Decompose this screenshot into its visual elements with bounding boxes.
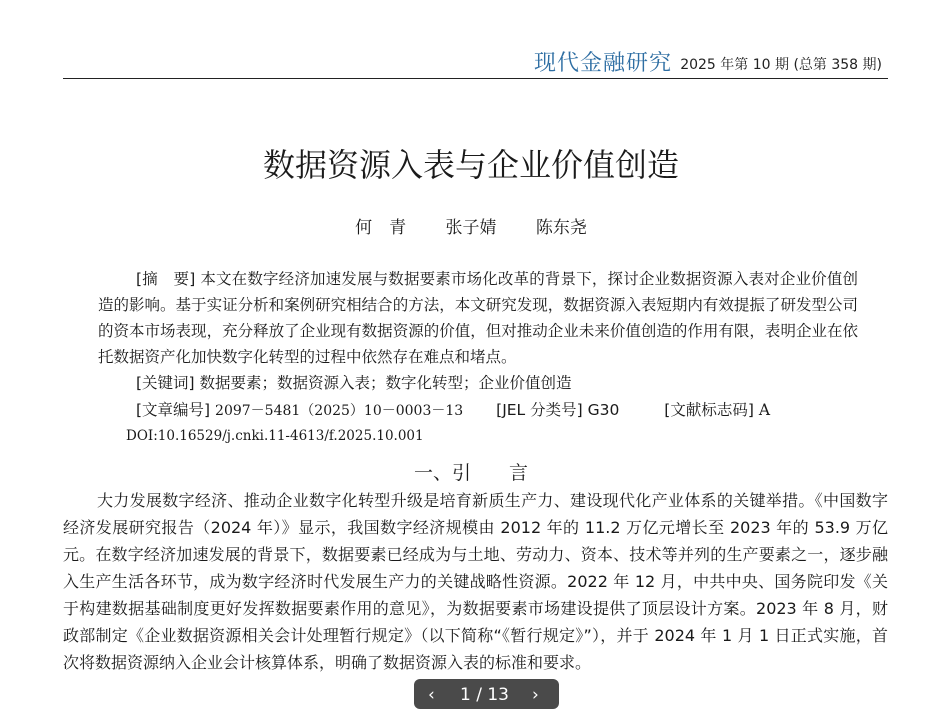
doc-code: A	[758, 401, 771, 419]
abstract	[98, 266, 858, 370]
body-paragraph: 大力发展数字经济、推动企业数字化转型升级是培育新质生产力、建设现代化产业体系的关键举措。《中国数字经济发展研究报告（2024 年）》显示，我国数字经济规模由 2012 年的 11.2 万亿元增长至 2023 年的 53.9 万亿元。在数字经济加速发展的背景下，数据要素已经成为与土地、劳动力、资本、技术等并列的生产要素之一，逐步融入生产生活各环节，成为数字经济时代发展生产力的关键战略性资源。2022 年 12 月，中共中央、国务院印发《关于构建数据基础制度更好发挥数据要素作用的意见》，为数据要素市场建设提供了顶层设计方案。2023 年 8 月，财政部制定《企业数据资源相关会计处理暂行规定》（以下简称“《暂行规定》”），并于 2024 年 1 月 1 日正式实施，首次将数据资源纳入企业会计核算体系，明确了数据资源入表的标准和要求。	[63, 491, 888, 672]
abstract-text: 本文在数字经济加速发展与数据要素市场化改革的背景下，探讨企业数据资源入表对企业价值创造的影响。基于实证分析和案例研究相结合的方法，本文研究发现，数据资源入表短期内有效提振了研发型公司的资本市场表现，充分释放了企业现有数据资源的价值，但对推动企业未来价值创造的作用有限，表明企业在依托数据资产化加快数字化转型的过程中依然存在难点和堵点。	[98, 270, 858, 366]
author-2: 张子婧	[445, 218, 497, 238]
author-1: 何 青	[355, 218, 407, 238]
article-no: 2097－5481（2025）10－0003－13	[215, 403, 464, 419]
next-page-icon[interactable]: ›	[532, 685, 539, 705]
body-text	[63, 487, 888, 676]
abstract-label: [摘 要]	[136, 270, 196, 288]
doc-label: [文献标志码]	[664, 401, 754, 419]
paper-title: 数据资源入表与企业价值创造	[262, 146, 679, 184]
article-no-label: [文章编号]	[136, 401, 211, 419]
keywords-label: [关键词]	[136, 374, 195, 392]
jel-code: G30	[587, 401, 620, 419]
keywords-text: 数据要素；数据资源入表；数字化转型；企业价值创造	[199, 374, 572, 392]
section-title: 一、引 言	[413, 462, 528, 484]
article-meta	[136, 398, 770, 420]
journal-name: 现代金融研究	[533, 51, 672, 76]
keywords	[136, 371, 572, 393]
authors	[0, 213, 942, 238]
page-navigator	[414, 679, 559, 709]
prev-page-icon[interactable]: ‹	[428, 685, 435, 705]
page-header	[63, 44, 888, 79]
jel-label: [JEL 分类号]	[496, 401, 583, 419]
author-3: 陈东尧	[535, 218, 587, 238]
doi: DOI:10.16529/j.cnki.11-4613/f.2025.10.001	[126, 428, 424, 444]
page-indicator: 1 / 13	[460, 685, 509, 705]
issue-info: 2025 年第 10 期 (总第 358 期)	[680, 57, 882, 73]
